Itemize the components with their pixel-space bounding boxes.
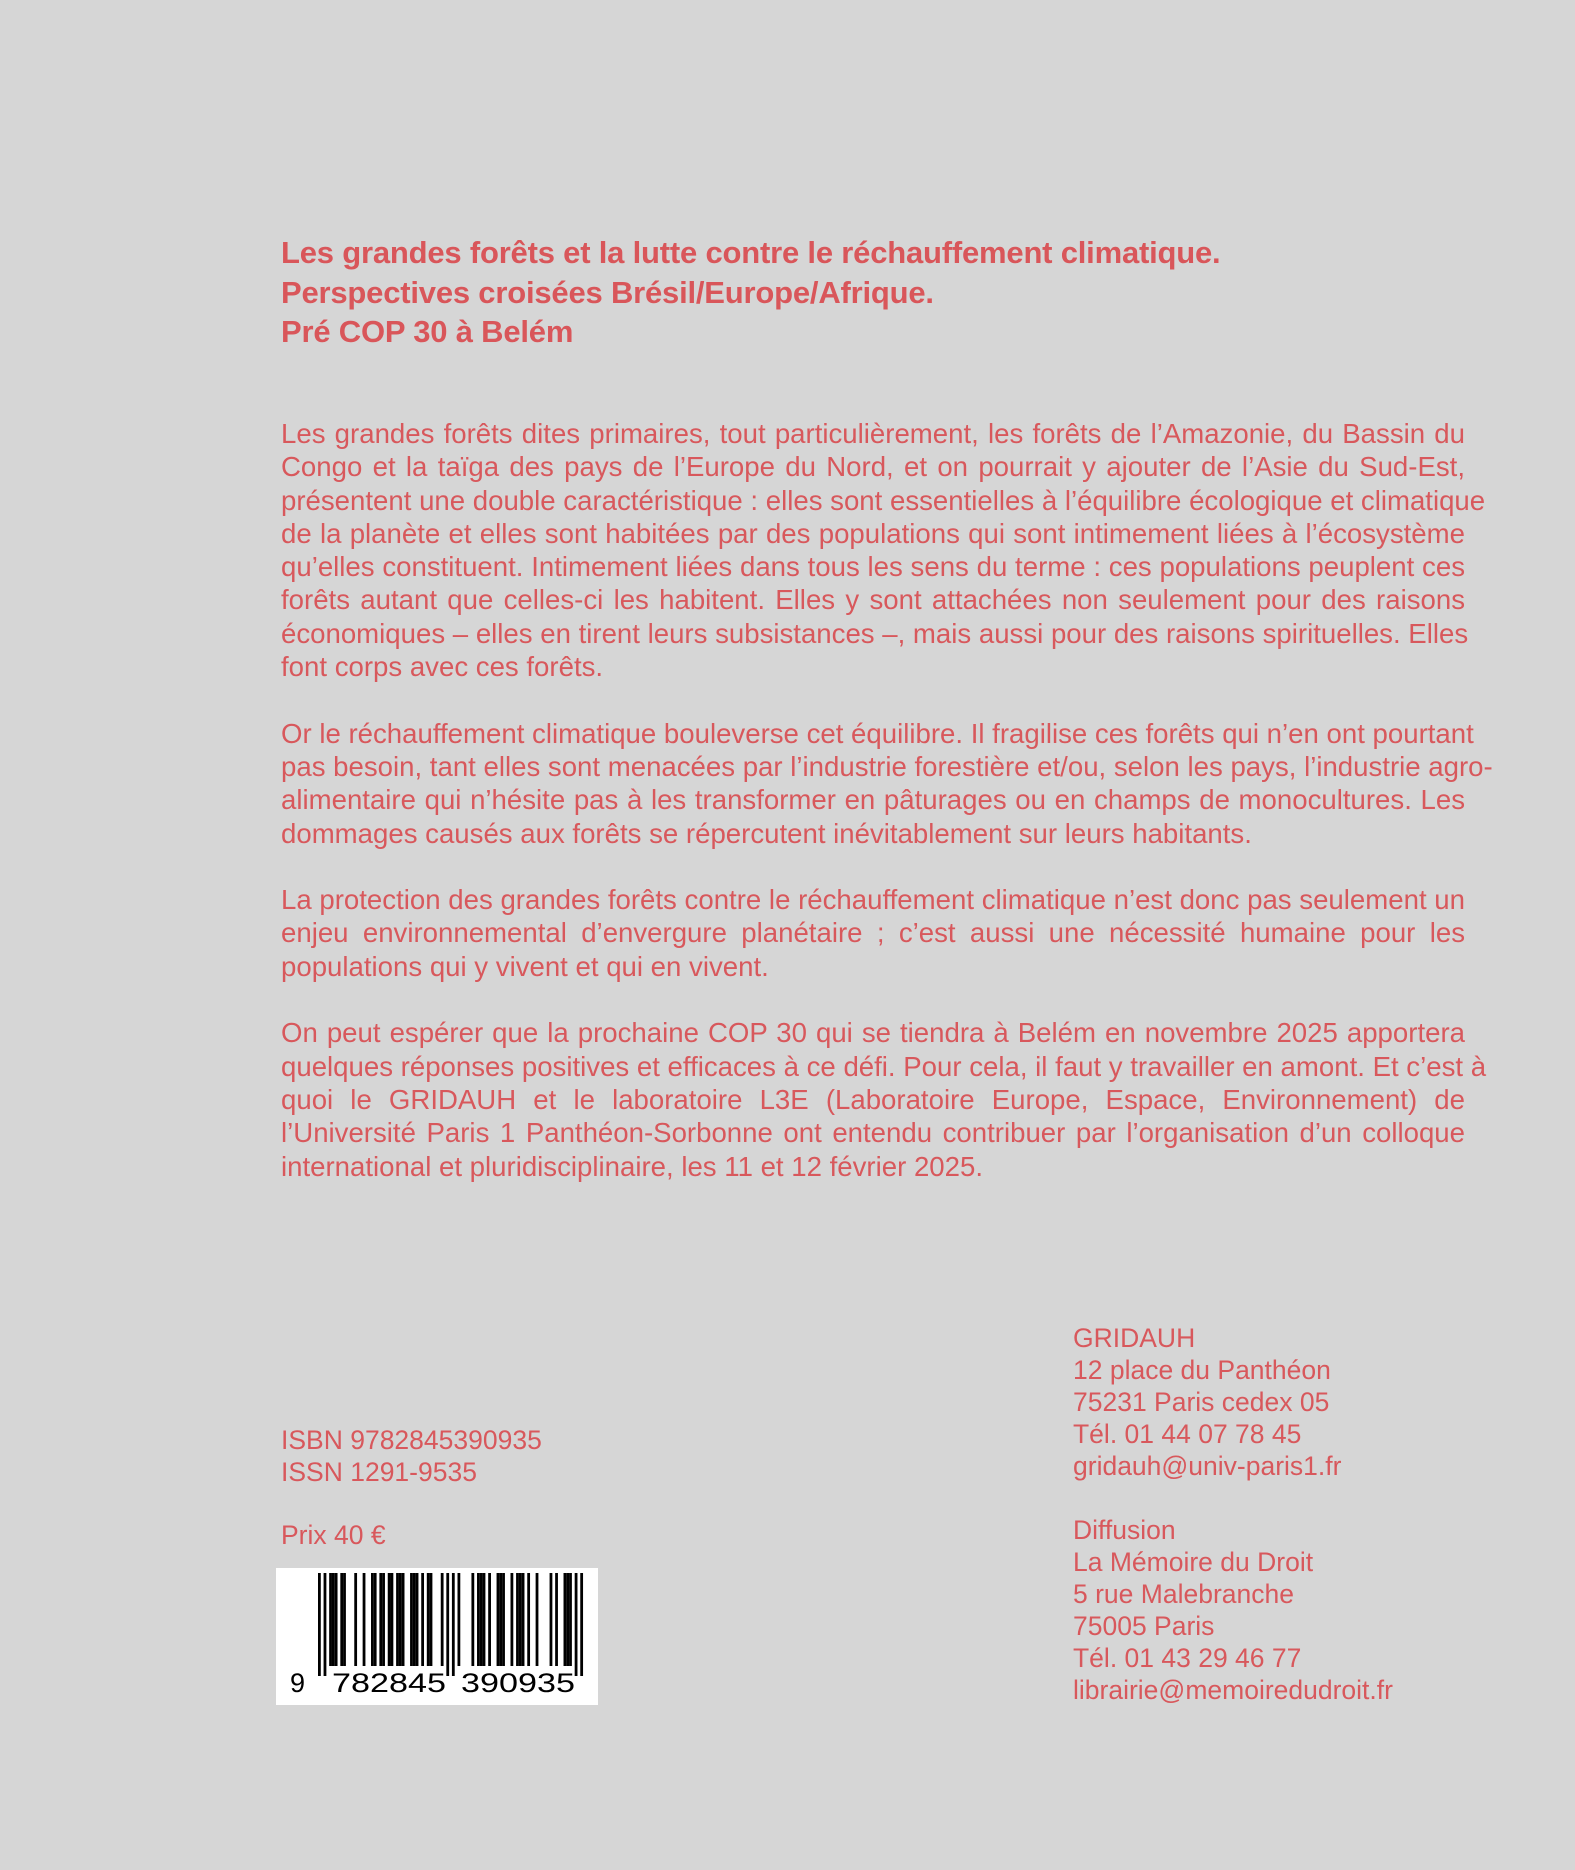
distributor-name: La Mémoire du Droit [1073,1547,1314,1577]
text-line: économiques – elles en tirent leurs subsistances –, mais aussi pour des raisons spirituelles. Elles [281,617,1469,649]
text-line: quelques réponses positives et efficaces à ce défi. Pour cela, il faut y travailler en amont. Et c’est à [281,1050,1487,1082]
paragraph [281,883,1465,983]
paragraph [281,417,1486,683]
distributor-phone: Tél. 01 43 29 46 77 [1073,1643,1302,1673]
publisher-city: 75231 Paris cedex 05 [1073,1387,1330,1417]
distributor-street: 5 rue Malebranche [1073,1579,1294,1609]
text-line: dommages causés aux forêts se répercutent inévitablement sur leurs habitants. [281,817,1252,849]
back-cover-summary [281,417,1493,1216]
text-line: présentent une double caractéristique : elles sont essentielles à l’équilibre écologique et climatique [281,484,1486,516]
text-line: Les grandes forêts dites primaires, tout particulièrement, les forêts de l’Amazonie, du Bassin du [281,418,1465,449]
distribution-label: Diffusion [1073,1515,1176,1545]
barcode-first-digit: 9 [290,1668,306,1698]
text-line: forêts autant que celles-ci les habitent. Elles y sont attachées non seulement pour des raisons [281,584,1465,616]
issn: ISSN 1291-9535 [281,1457,477,1487]
publisher-email[interactable]: gridauh@univ-paris1.fr [1073,1451,1342,1481]
barcode-right-digits: 390935 [461,1668,575,1698]
text-line: pas besoin, tant elles sont menacées par l’industrie forestière et/ou, selon les pays, l’industrie agro- [281,750,1493,782]
text-line: populations qui y vivent et qui en vivent. [281,950,769,982]
barcode-bars-icon [276,1568,598,1705]
text-line: On peut espérer que la prochaine COP 30 qui se tiendra à Belém en novembre 2025 apportera [281,1017,1465,1049]
publisher-street: 12 place du Panthéon [1073,1355,1331,1385]
ean13-barcode [276,1568,598,1705]
text-line: quoi le GRIDAUH et le laboratoire L3E (Laboratoire Europe, Espace, Environnement) de [281,1083,1465,1115]
publisher-name: GRIDAUH [1073,1323,1196,1353]
text-line: enjeu environnemental d’envergure planétaire ; c’est aussi une nécessité humaine pour les [281,917,1465,949]
distributor-email[interactable]: librairie@memoiredudroit.fr [1073,1675,1393,1705]
text-line: l’Université Paris 1 Panthéon-Sorbonne ont entendu contribuer par l’organisation d’un colloque [281,1117,1465,1149]
text-line: Congo et la taïga des pays de l’Europe du Nord, et on pourrait y ajouter de l’Asie du Sud-Est, [281,451,1465,483]
text-line: de la planète et elles sont habitées par des populations qui sont intimement liées à l’écosystème [281,517,1465,549]
price: Prix 40 € [281,1520,386,1550]
distribution-address [1073,1514,1393,1706]
isbn: ISBN 9782845390935 [281,1425,542,1455]
paragraph [281,1016,1487,1182]
text-line: alimentaire qui n’hésite pas à les transformer en pâturages ou en champs de monocultures. Les [281,784,1465,816]
text-line: international et pluridisciplinaire, les 11 et 12 février 2025. [281,1150,983,1182]
text-line: La protection des grandes forêts contre le réchauffement climatique n’est donc pas seulement un [281,884,1465,916]
subtitle-line: Perspectives croisées Brésil/Europe/Afrique. [281,274,934,310]
text-line: font corps avec ces forêts. [281,651,604,683]
book-title [281,233,1220,352]
paragraph [281,717,1493,850]
text-line: Or le réchauffement climatique bouleverse cet équilibre. Il fragilise ces forêts qui n’en ont pourtant [281,717,1474,749]
distributor-city: 75005 Paris [1073,1611,1215,1641]
subtitle-line: Pré COP 30 à Belém [281,314,574,349]
title-line: Les grandes forêts et la lutte contre le réchauffement climatique. [281,235,1221,270]
text-line: qu’elles constituent. Intimement liées dans tous les sens du terme : ces populations peuplent ces [281,551,1465,583]
barcode-left-digits: 782845 [332,1668,446,1698]
publisher-phone: Tél. 01 44 07 78 45 [1073,1419,1302,1449]
publisher-address [1073,1322,1341,1482]
identifiers [281,1424,542,1488]
